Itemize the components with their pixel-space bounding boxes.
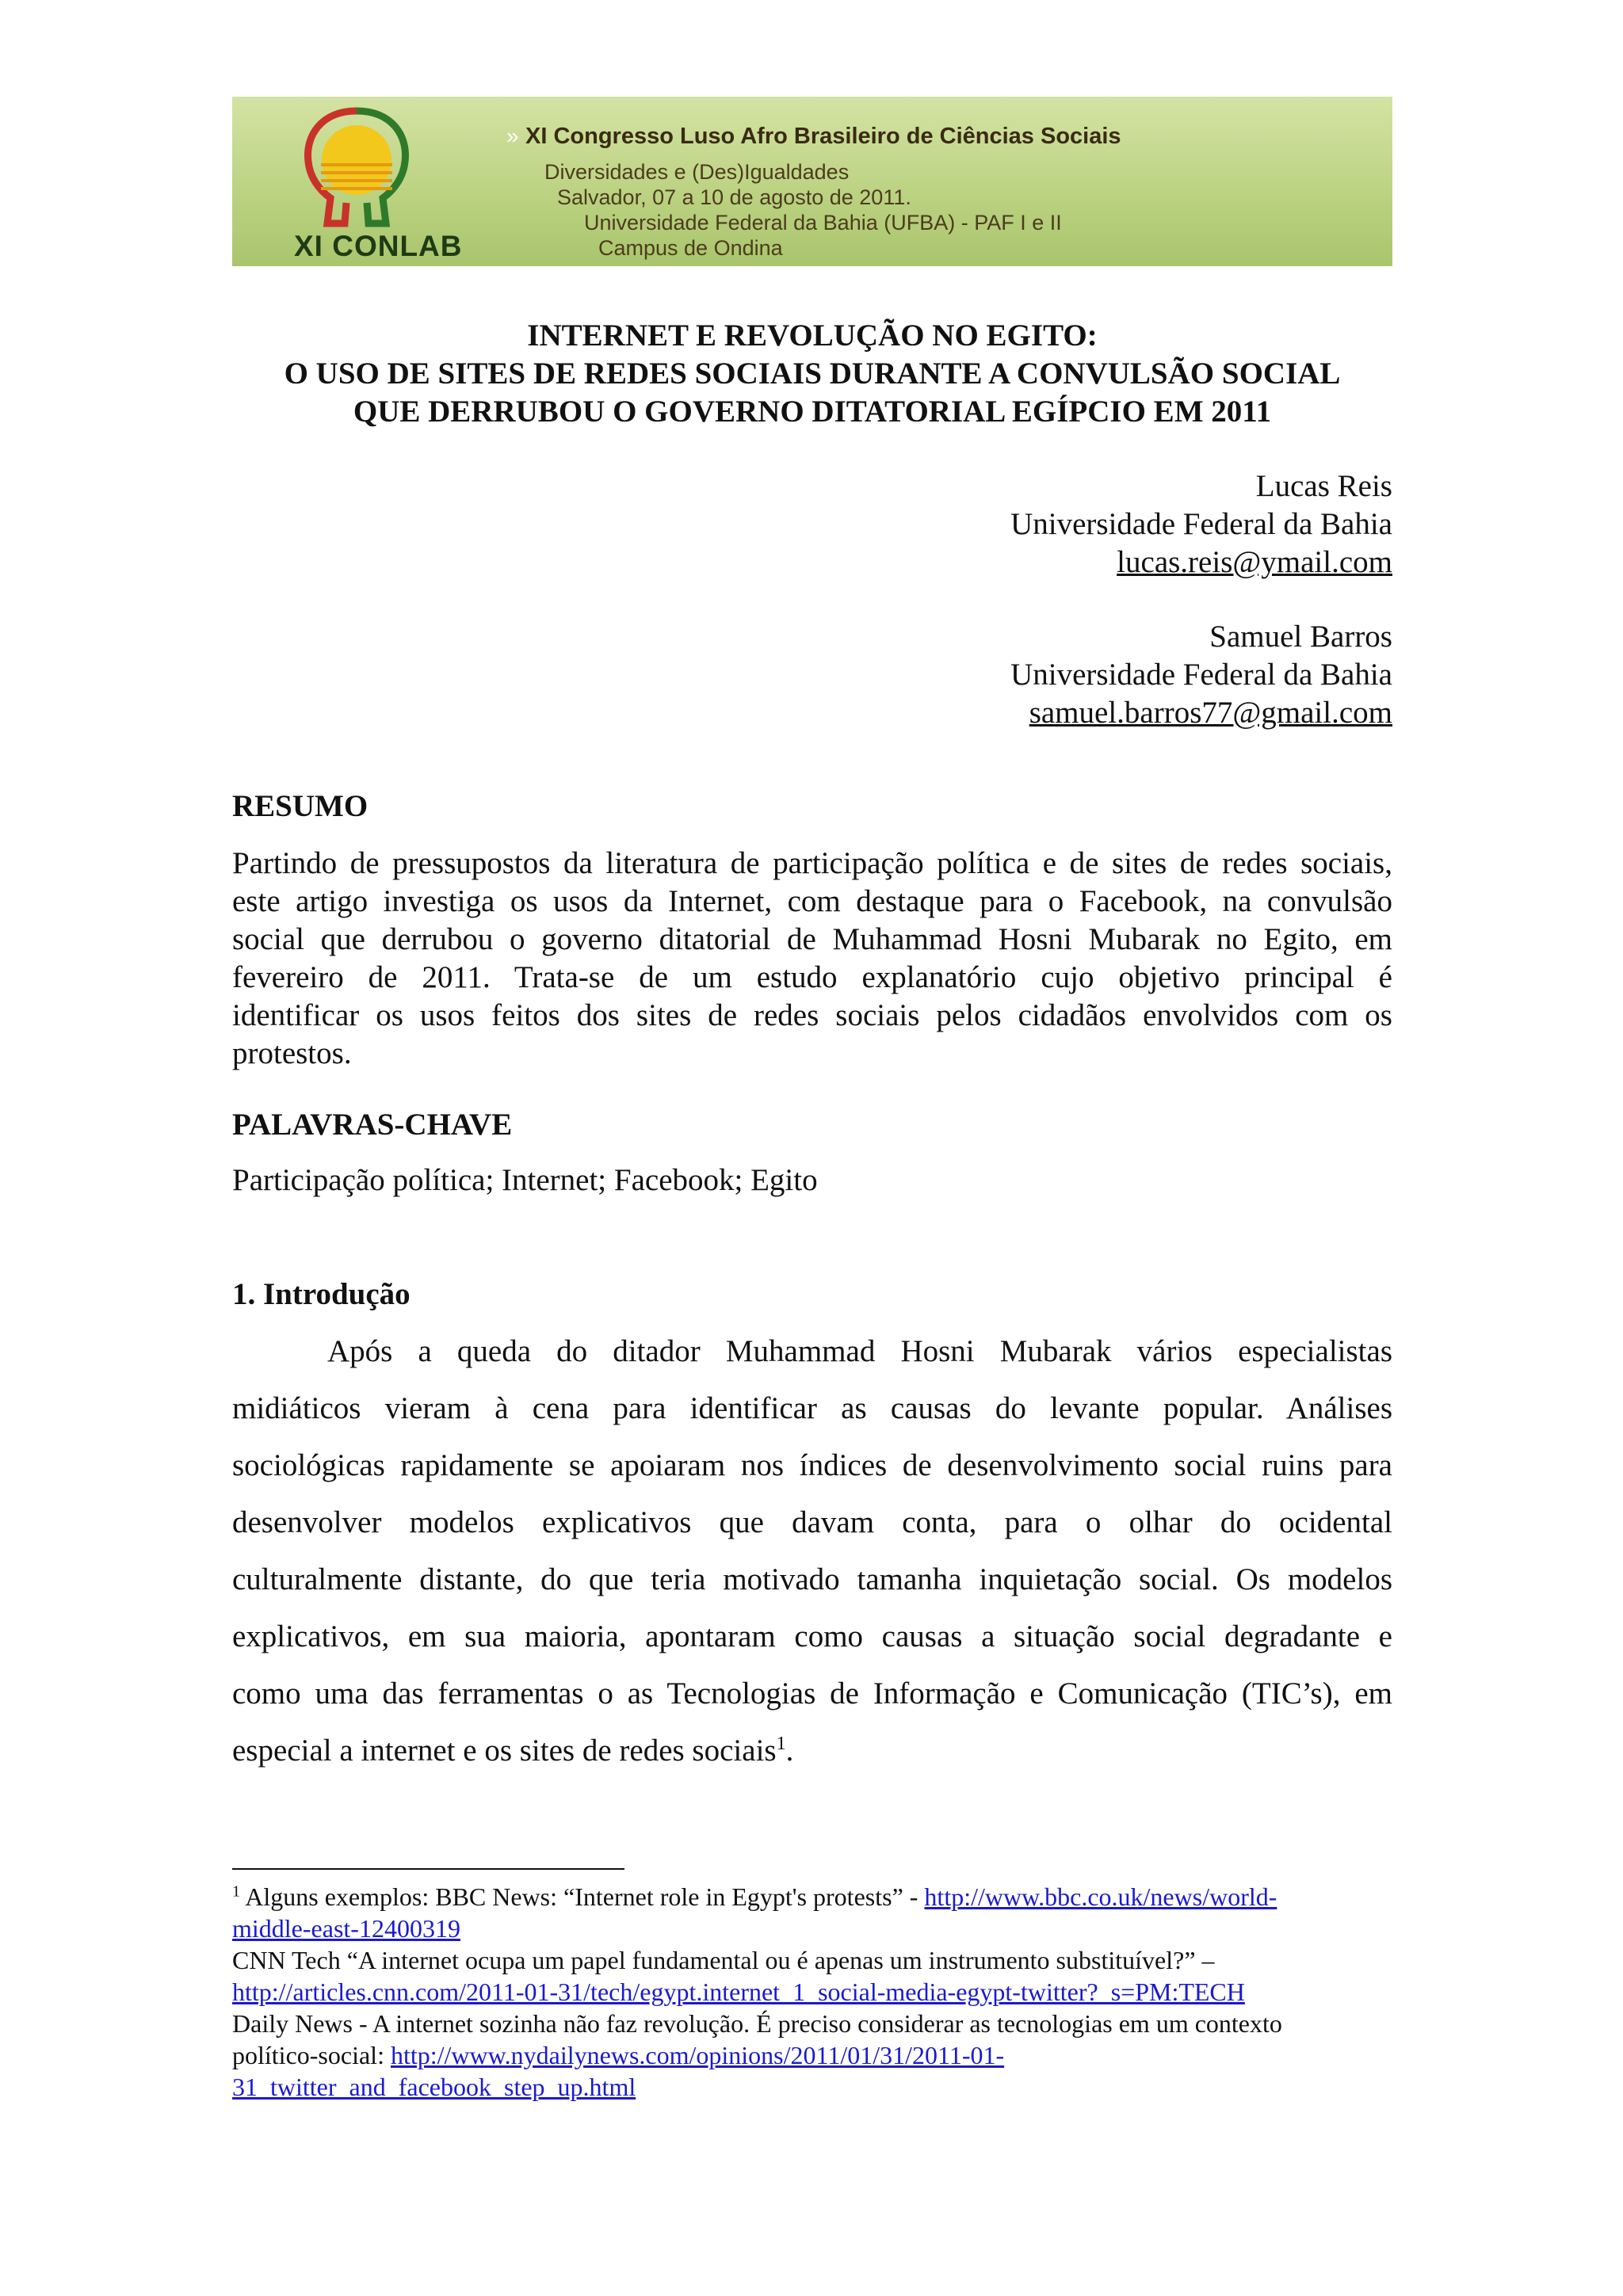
abstract-line: fevereiro de 2011. Trata-se de um estudo explanatório cujo objetivo principal é bbox=[232, 960, 1392, 994]
author-name: Lucas Reis bbox=[1255, 469, 1392, 503]
title-line: QUE DERRUBOU O GOVERNO DITATORIAL EGÍPCIO EM 2011 bbox=[353, 395, 1272, 429]
introduction-body bbox=[232, 1323, 1392, 1779]
author-email-link[interactable]: lucas.reis@ymail.com bbox=[1117, 545, 1392, 579]
author-name: Samuel Barros bbox=[1209, 620, 1392, 654]
footnote-line bbox=[232, 1913, 1392, 1944]
intro-line-last bbox=[232, 1722, 1392, 1779]
footnote-reference[interactable]: 1 bbox=[776, 1733, 786, 1754]
author-1 bbox=[232, 467, 1392, 582]
intro-last-punct: . bbox=[785, 1733, 794, 1768]
footnote-daily-link-cont[interactable]: 31_twitter_and_facebook_step_up.html bbox=[232, 2073, 636, 2101]
banner-date: Salvador, 07 a 10 de agosto de 2011. bbox=[557, 185, 911, 209]
abstract-line: este artigo investiga os usos da Internet, com destaque para o Facebook, na convulsão bbox=[232, 884, 1392, 918]
footnote-bbc-text: Alguns exemplos: BBC News: “Internet role in Egypt's protests” - bbox=[245, 1882, 925, 1911]
paper-title bbox=[232, 317, 1392, 431]
footnote-line bbox=[232, 2071, 1392, 2103]
intro-line: sociológicas rapidamente se apoiaram nos índices de desenvolvimento social ruins para bbox=[232, 1448, 1392, 1482]
intro-line: como uma das ferramentas o as Tecnologias de Informação e Comunicação (TIC’s), em bbox=[232, 1676, 1392, 1711]
footnote-bbc-link[interactable]: http://www.bbc.co.uk/news/world- bbox=[924, 1882, 1277, 1911]
footnote-line bbox=[232, 1881, 1392, 1913]
footnote-daily-link[interactable]: http://www.nydailynews.com/opinions/2011/01/31/2011-01- bbox=[390, 2041, 1005, 2069]
author-2 bbox=[232, 618, 1392, 732]
keywords-text: Participação política; Internet; Facebook; Egito bbox=[232, 1163, 818, 1197]
conlab-logo-icon bbox=[289, 105, 424, 231]
footnote-line bbox=[232, 1976, 1392, 2008]
banner-theme: Diversidades e (Des)Igualdades bbox=[544, 160, 850, 184]
author-email-link[interactable]: samuel.barros77@gmail.com bbox=[1029, 696, 1392, 730]
footnotes bbox=[232, 1881, 1392, 2103]
abstract-line: protestos. bbox=[232, 1036, 352, 1070]
abstract-heading: RESUMO bbox=[232, 789, 369, 823]
abstract-line: social que derrubou o governo ditatorial de Muhammad Hosni Mubarak no Egito, em bbox=[232, 922, 1392, 956]
footnote-separator bbox=[232, 1868, 624, 1870]
intro-line: midiáticos vieram à cena para identificar as causas do levante popular. Análises bbox=[232, 1391, 1392, 1425]
footnote-cnn-link[interactable]: http://articles.cnn.com/2011-01-31/tech/egypt.internet_1_social-media-egypt-twitter?_s=PM:TECH bbox=[232, 1978, 1245, 2006]
introduction-heading: 1. Introdução bbox=[232, 1277, 411, 1311]
chevron-icon: » bbox=[506, 124, 519, 148]
footnote-cnn-text: CNN Tech “A internet ocupa um papel fundamental ou é apenas um instrumento substituível?” – bbox=[232, 1946, 1215, 1974]
intro-line: explicativos, em sua maioria, apontaram como causas a situação social degradante e bbox=[232, 1619, 1392, 1653]
intro-line: desenvolver modelos explicativos que davam conta, para o olhar do ocidental bbox=[232, 1505, 1392, 1539]
intro-line: culturalmente distante, do que teria motivado tamanha inquietação social. Os modelos bbox=[232, 1562, 1392, 1596]
keywords-heading: PALAVRAS-CHAVE bbox=[232, 1108, 513, 1142]
banner-university: Universidade Federal da Bahia (UFBA) - PAF I e II bbox=[584, 211, 1062, 235]
author-affiliation: Universidade Federal da Bahia bbox=[1010, 507, 1392, 541]
conference-banner bbox=[232, 97, 1392, 266]
abstract-line: identificar os usos feitos dos sites de redes sociais pelos cidadãos envolvidos com os bbox=[232, 998, 1392, 1032]
title-line: INTERNET E REVOLUÇÃO NO EGITO: bbox=[527, 318, 1098, 353]
footnote-daily-text-2: político-social: bbox=[232, 2041, 391, 2069]
footnote-marker: 1 bbox=[232, 1882, 240, 1901]
footnote-daily-text: Daily News - A internet sozinha não faz revolução. É preciso considerar as tecnologias em um contexto bbox=[232, 2009, 1282, 2038]
logo-label: XI CONLAB bbox=[294, 230, 463, 262]
banner-campus: Campus de Ondina bbox=[598, 236, 783, 260]
intro-line: Após a queda do ditador Muhammad Hosni Mubarak vários especialistas bbox=[327, 1334, 1392, 1368]
footnote-line bbox=[232, 2039, 1392, 2071]
abstract-body bbox=[232, 845, 1392, 1073]
abstract-line: Partindo de pressupostos da literatura de participação política e de sites de redes sociais, bbox=[232, 846, 1392, 880]
title-line: O USO DE SITES DE REDES SOCIAIS DURANTE A CONVULSÃO SOCIAL bbox=[284, 357, 1341, 391]
author-affiliation: Universidade Federal da Bahia bbox=[1010, 658, 1392, 692]
intro-last-text: especial a internet e os sites de redes sociais bbox=[232, 1733, 777, 1768]
banner-title: XI Congresso Luso Afro Brasileiro de Ciências Sociais bbox=[525, 124, 1121, 149]
footnote-bbc-link-cont[interactable]: middle-east-12400319 bbox=[232, 1914, 460, 1943]
